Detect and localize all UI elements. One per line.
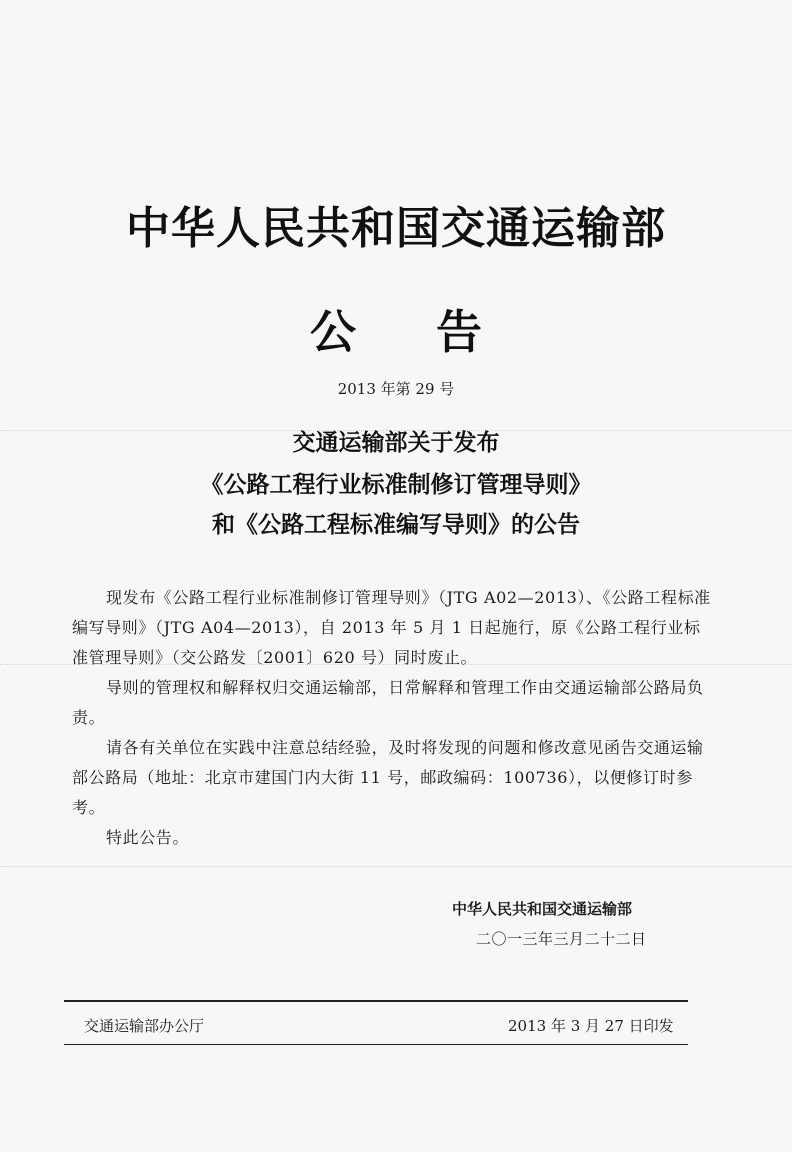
notice-heading-line-3: 和《公路工程标准编写导则》的公告 <box>212 512 580 538</box>
doc-number: 2013 年第 29 号 <box>337 380 455 398</box>
body-paragraph-1: 现发布《公路工程行业标准制修订管理导则》（JTG A02—2013）、《公路工程标准编写导则》（JTG A04—2013），自 2013 年 5 月 1 日起施行，原《公路工程行业标准管理导则》（交公路发〔2001〕620 号）同时废止。 <box>72 588 711 667</box>
footer-rule-top <box>64 1000 688 1002</box>
doc-type-title: 公告 <box>310 305 562 359</box>
signature-org: 中华人民共和国交通运输部 <box>452 900 633 918</box>
notice-heading-line-1: 交通运输部关于发布 <box>292 430 500 456</box>
footer-rule-bottom <box>64 1044 688 1045</box>
footer-issue-date: 2013 年 3 月 27 日印发 <box>508 1017 674 1035</box>
body-paragraph-3: 请各有关单位在实践中注意总结经验，及时将发现的问题和修改意见函告交通运输部公路局（地址：北京市建国门内大街 11 号，邮政编码：100736），以便修订时参考。 <box>72 738 704 817</box>
body-paragraph-4: 特此公告。 <box>106 828 190 847</box>
notice-heading-line-2: 《公路工程行业标准制修订管理导则》 <box>200 472 592 498</box>
footer-issuer: 交通运输部办公厅 <box>84 1017 205 1035</box>
signature-date: 二〇一三年三月二十二日 <box>476 930 647 948</box>
body-paragraph-2: 导则的管理权和解释权归交通运输部，日常解释和管理工作由交通运输部公路局负责。 <box>72 678 704 727</box>
scan-artifact-line <box>0 866 792 867</box>
org-title: 中华人民共和国交通运输部 <box>126 203 666 254</box>
notice-body <box>72 583 712 853</box>
